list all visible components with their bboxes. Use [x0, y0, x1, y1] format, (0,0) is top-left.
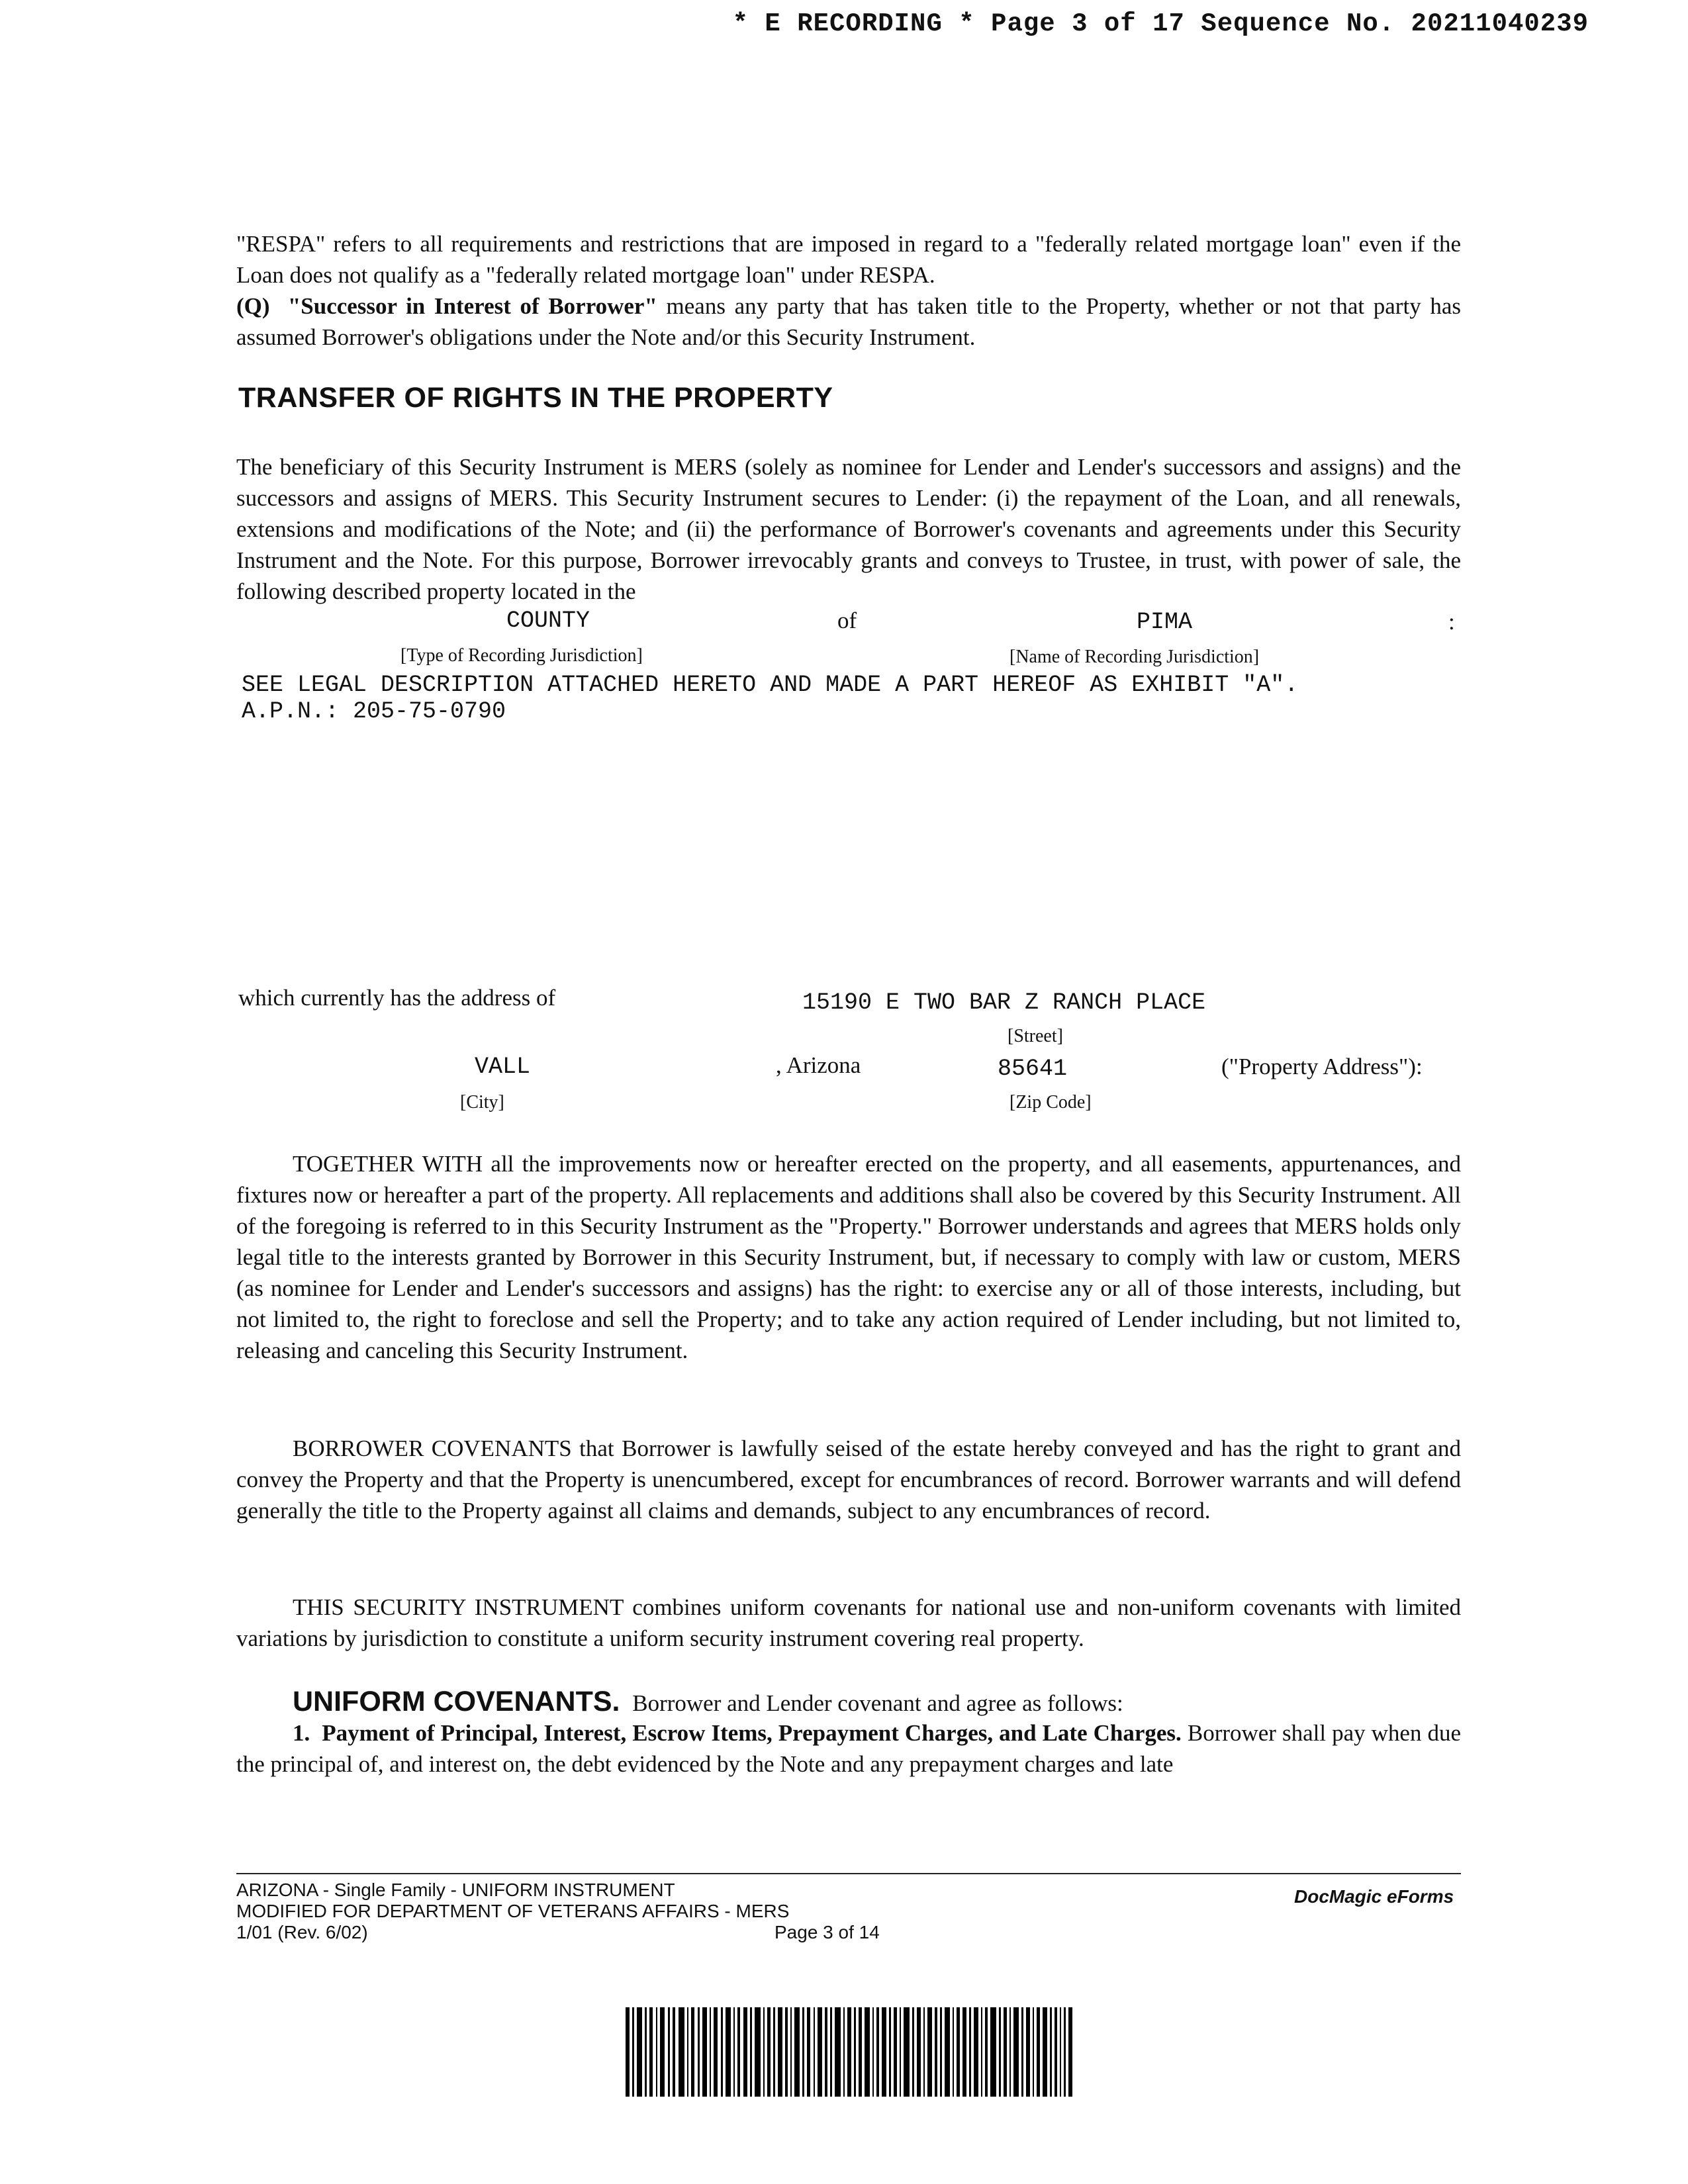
property-address-label: ("Property Address"):: [1221, 1054, 1423, 1079]
city-caption: [City]: [460, 1092, 504, 1113]
zip-caption: [Zip Code]: [1009, 1092, 1092, 1113]
transfer-paragraph: The beneficiary of this Security Instrument is MERS (solely as nominee for Lender and Lender's successors and assigns) and the successors and assigns of MERS. This Security Instrument secures to Lender: (i) the repayment of the Loan, and all renewals, extensions and modifications of the Note; and (ii) the performance of Borrower's covenants and agreements under this Security Instrument and the Note. For this purpose, Borrower irrevocably grants and conveys to Trustee, in trust, with power of sale, the following described property located in the: [236, 454, 1461, 604]
section-q-term: "Successor in Interest of Borrower": [287, 293, 657, 319]
jurisdiction-name-caption: [Name of Recording Jurisdiction]: [1009, 647, 1260, 667]
footer-divider: [236, 1873, 1461, 1874]
section-q-text: means any party that has taken title to the Property, whether or not that party has assumed Borrower's obligations under the Note and/or this Security Instrument.: [236, 293, 1461, 350]
section-q-label: (Q): [236, 293, 270, 319]
respa-paragraph: [236, 228, 1461, 353]
item1-number: 1.: [293, 1720, 310, 1746]
barcode-icon: [626, 2007, 1076, 2097]
borrower-covenants-paragraph: BORROWER COVENANTS that Borrower is lawfully seised of the estate hereby conveyed and has the right to grant and convey the Property and that the Property is unencumbered, except for encumbrances of record. Borrower warrants and will defend generally the title to the Property against all claims and demands, subject to any encumbrances of record.: [236, 1435, 1461, 1524]
uniform-covenants-intro: Borrower and Lender covenant and agree as follows:: [632, 1690, 1123, 1716]
docmagic-logo: DocMagic eForms: [1294, 1886, 1454, 1907]
address-intro: which currently has the address of: [238, 985, 556, 1011]
jurisdiction-type-caption: [Type of Recording Jurisdiction]: [400, 645, 643, 666]
legal-description: SEE LEGAL DESCRIPTION ATTACHED HERETO AND MADE A PART HEREOF AS EXHIBIT "A".: [242, 672, 1299, 698]
uniform-covenants-heading: UNIFORM COVENANTS.: [293, 1686, 620, 1717]
uniform-covenants-line: [293, 1686, 1123, 1718]
respa-text: "RESPA" refers to all requirements and restrictions that are imposed in regard to a "federally related mortgage loan" even if the Loan does not qualify as a "federally related mortgage loan" under RESPA.: [236, 231, 1461, 288]
apn: A.P.N.: 205-75-0790: [242, 698, 506, 725]
jurisdiction-type: COUNTY: [506, 608, 590, 634]
recording-stamp: * E RECORDING * Page 3 of 17 Sequence No. 20211040239: [732, 9, 1589, 38]
footer-line-2: MODIFIED FOR DEPARTMENT OF VETERANS AFFAIRS - MERS: [236, 1901, 790, 1921]
payment-paragraph: [236, 1717, 1461, 1780]
street-caption: [Street]: [1008, 1026, 1063, 1046]
together-with-paragraph: TOGETHER WITH all the improvements now or hereafter erected on the property, and all easements, appurtenances, and fixtures now or hereafter a part of the property. All replacements and additions shall also be covered by this Security Instrument. All of the foregoing is referred to in this Security Instrument as the "Property." Borrower understands and agrees that MERS holds only legal title to the interests granted by Borrower in this Security Instrument, but, if necessary to comply with law or custom, MERS (as nominee for Lender and Lender's successors and assigns) has the right: to exercise any or all of those interests, including, but not limited to, the right to foreclose and sell the Property; and to take any action required of Lender including, but not limited to, releasing and canceling this Security Instrument.: [236, 1151, 1461, 1363]
street-address: 15190 E TWO BAR Z RANCH PLACE: [802, 989, 1206, 1016]
jurisdiction-colon: :: [1448, 609, 1455, 635]
security-instrument-paragraph: THIS SECURITY INSTRUMENT combines uniform covenants for national use and non-uniform covenants with limited variations by jurisdiction to constitute a uniform security instrument covering real property.: [236, 1594, 1461, 1651]
item1-title: Payment of Principal, Interest, Escrow Items, Prepayment Charges, and Late Charges.: [322, 1720, 1182, 1746]
footer-page-number: Page 3 of 14: [774, 1922, 880, 1942]
transfer-heading: TRANSFER OF RIGHTS IN THE PROPERTY: [238, 382, 833, 414]
city: VALL: [475, 1054, 531, 1080]
of-word: of: [837, 608, 857, 633]
state: , Arizona: [776, 1052, 861, 1078]
zip-code: 85641: [998, 1056, 1068, 1082]
item1-text: Borrower shall pay when due the principal of, and interest on, the debt evidenced by the Note and any prepayment charges and late: [236, 1720, 1462, 1777]
footer-line-1: ARIZONA - Single Family - UNIFORM INSTRUMENT: [236, 1880, 675, 1900]
footer-line-3: 1/01 (Rev. 6/02): [236, 1922, 368, 1942]
jurisdiction-name: PIMA: [1137, 609, 1193, 635]
